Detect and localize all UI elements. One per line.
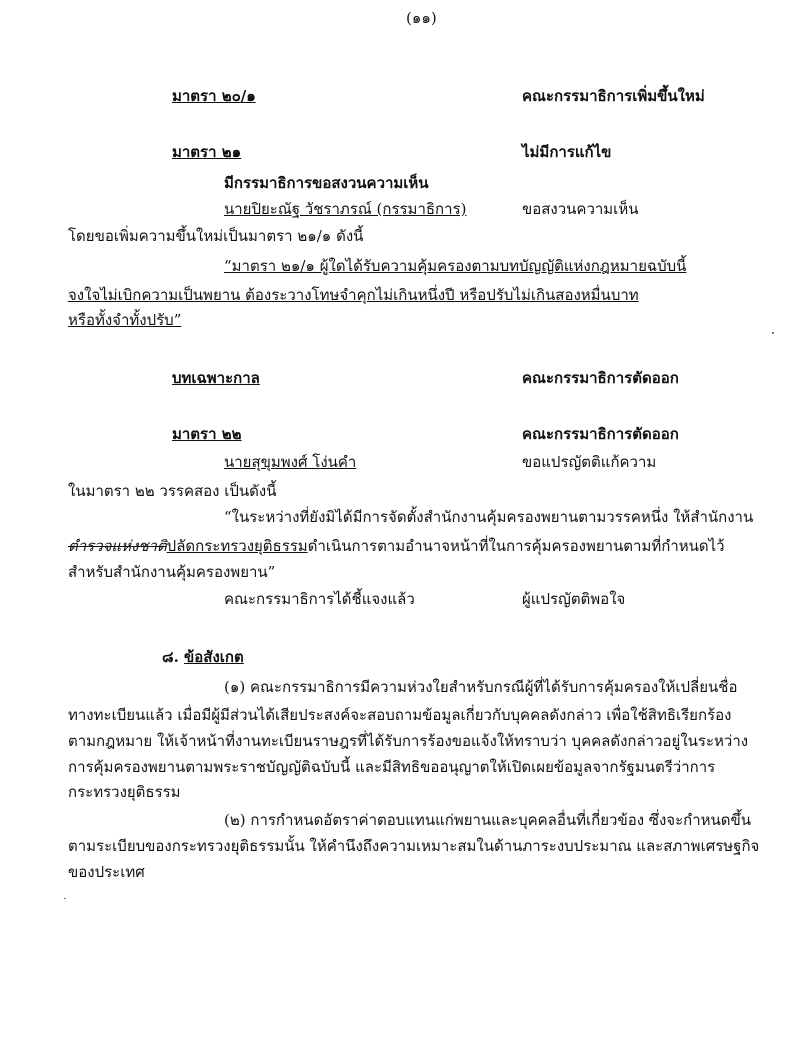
struck-text: ตำรวจแห่งชาติ [68, 537, 167, 555]
observations-title: ข้อสังเกต [184, 648, 244, 666]
observation-2-line2: ตามระเบียบของกระทรวงยุติธรรมนั้น ให้คำนึงถึงความเหมาะสมในด้านภาระงบประมาณ และสภาพเศรษฐกิจ [68, 837, 760, 855]
scan-speck [772, 332, 774, 334]
member-sukhumpong: นายสุขุมพงศ์ โง่นคำ [224, 453, 357, 471]
section-22-quote-line2 [68, 536, 725, 556]
section-22-quote-line3: สำหรับสำนักงานคุ้มครองพยาน” [68, 563, 276, 581]
observation-2-line3: ของประเทศ [68, 863, 145, 881]
amender-satisfied: ผู้แปรญัตติพอใจ [522, 590, 626, 608]
reserve-heading: มีกรรมาธิการขอสงวนความเห็น [224, 174, 429, 192]
section-21-quote-line3: หรือทั้งจำทั้งปรับ” [68, 311, 182, 329]
observation-1-line1: (๑) คณะกรรมาธิการมีความห่วงใยสำหรับกรณีผู้ที่ได้รับการคุ้มครองให้เปลี่ยนชื่อ [224, 678, 738, 696]
section-20-1-status: คณะกรรมาธิการเพิ่มขึ้นใหม่ [522, 87, 705, 105]
member-piyanat-note: ขอสงวนความเห็น [522, 200, 639, 218]
observation-1-line4: การคุ้มครองพยานตามพระราชบัญญัติฉบับนี้ และมีสิทธิขออนุญาตให้เปิดเผยข้อมูลจากรัฐมนตรีว่าการ [68, 758, 716, 776]
section-22-status: คณะกรรมาธิการตัดออก [522, 425, 679, 443]
section-21-quote-line2: จงใจไม่เบิกความเป็นพยาน ต้องระวางโทษจำคุกไม่เกินหนึ่งปี หรือปรับไม่เกินสองหมื่นบาท [68, 286, 639, 304]
transitional-title: บทเฉพาะกาล [172, 369, 260, 387]
observation-2-line1: (๒) การกำหนดอัตราค่าตอบแทนแก่พยานและบุคคลอื่นที่เกี่ยวข้อง ซึ่งจะกำหนดขึ้น [224, 811, 752, 829]
observations-heading [162, 647, 244, 667]
section-20-1-title: มาตรา ๒๐/๑ [172, 87, 256, 105]
observation-1-line3: ตามกฎหมาย ให้เจ้าหน้าที่งานทะเบียนราษฎรที่ได้รับการร้องขอแจ้งให้ทราบว่า บุคคลดังกล่าวอยู่ในระหว่าง [68, 732, 749, 750]
transitional-status: คณะกรรมาธิการตัดออก [522, 369, 679, 387]
inserted-text: ปลัดกระทรวงยุติธรรม [166, 537, 308, 555]
observation-1-line2: ทางทะเบียนแล้ว เมื่อมีผู้มีส่วนได้เสียประสงค์จะสอบถามข้อมูลเกี่ยวกับบุคคลดังกล่าว เพื่อใช้สิทธิเรียกร้อง [68, 706, 732, 724]
section-22-intro: ในมาตรา ๒๒ วรรคสอง เป็นดังนี้ [68, 482, 277, 500]
section-22-quote-line1: “ในระหว่างที่ยังมิได้มีการจัดตั้งสำนักงานคุ้มครองพยานตามวรรคหนึ่ง ให้สำนักงาน [224, 508, 754, 526]
member-sukhumpong-note: ขอแปรญัตติแก้ความ [522, 453, 657, 471]
quote-line2-rest: ดำเนินการตามอำนาจหน้าที่ในการคุ้มครองพยานตามที่กำหนดไว้ [307, 537, 725, 555]
observation-1-line5: กระทรวงยุติธรรม [68, 783, 181, 801]
section-21-status: ไม่มีการแก้ไข [522, 143, 612, 161]
member-piyanat: นายปิยะณัฐ วัชราภรณ์ (กรรมาธิการ) [224, 200, 467, 218]
page-number: (๑๑) [406, 9, 437, 27]
committee-clarified: คณะกรรมาธิการได้ชี้แจงแล้ว [224, 590, 415, 608]
section-21-quote-line1: “มาตรา ๒๑/๑ ผู้ใดได้รับความคุ้มครองตามบทบัญญัติแห่งกฎหมายฉบับนี้ [224, 257, 687, 275]
scan-speck [64, 898, 66, 899]
section-22-title: มาตรา ๒๒ [172, 425, 242, 443]
section-21-intro: โดยขอเพิ่มความขึ้นใหม่เป็นมาตรา ๒๑/๑ ดังนี้ [68, 227, 364, 245]
section-21-title: มาตรา ๒๑ [172, 143, 242, 161]
observations-number: ๘. [162, 648, 179, 666]
